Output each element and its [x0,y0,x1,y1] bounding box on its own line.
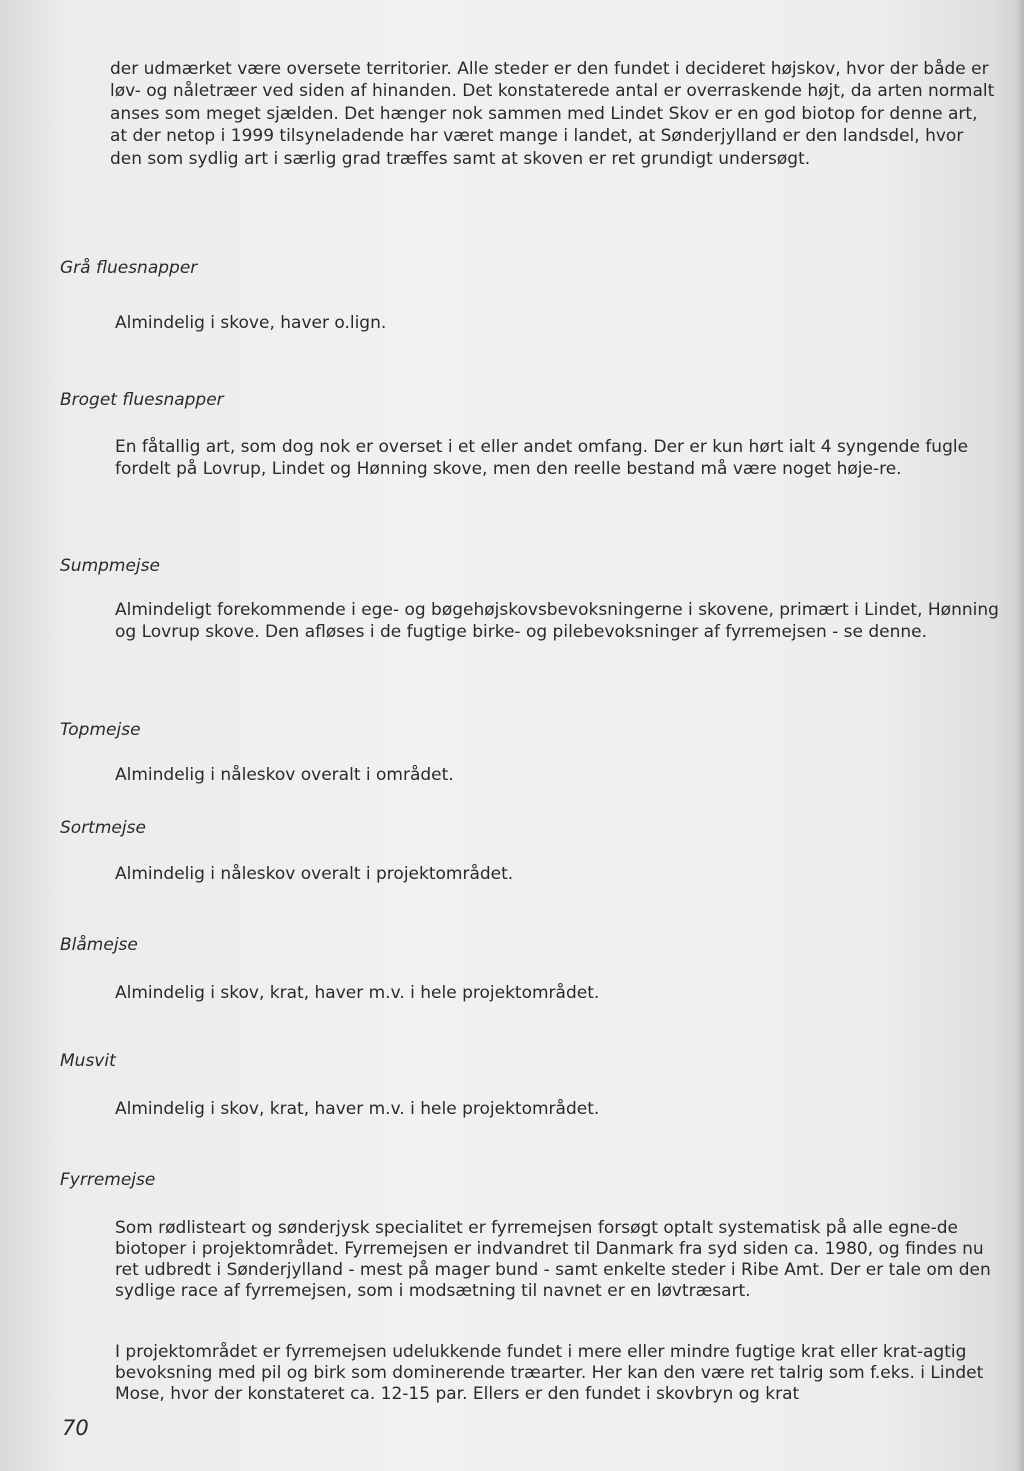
species-heading-blaamejse: Blåmejse [60,935,138,955]
species-text-fyrremejse-2: I projektområdet er fyrremejsen udelukkende fundet i mere eller mindre fugtige krat eller krat-agtig bevoksning med pil og birk som dominerende træarter. Her kan den være ret talrig som f.eks. i Lindet Mose, hvor der konstateret ca. 12-15 par. Ellers er den fundet i skovbryn og krat [115,1342,984,1404]
species-text-topmejse: Almindelig i nåleskov overalt i området. [115,765,454,785]
species-text-sortmejse: Almindelig i nåleskov overalt i projektområdet. [115,864,514,884]
species-text-graa-fluesnapper: Almindelig i skove, haver o.lign. [115,313,387,333]
species-heading-graa-fluesnapper: Grå fluesnapper [60,258,198,278]
intro-paragraph: der udmærket være oversete territorier. Alle steder er den fundet i decideret højskov, hvor der både er løv- og nåletræer ved siden af hinanden. Det konstaterede antal er overraskende højt, da arten normalt anses som meget sjælden. Det hænger nok sammen med Lindet Skov er en god biotop for denne art, at der netop i 1999 tilsyneladende har været mange i landet, at Sønderjylland er den landsdel, hvor den som sydlig art i særlig grad træffes samt at skoven er ret grundigt undersøgt. [110,59,995,169]
species-text-sumpmejse: Almindeligt forekommende i ege- og bøgehøjskovsbevoksningerne i skovene, primært i Lindet, Hønning og Lovrup skove. Den afløses i de fugtige birke- og pilebevoksninger af fyrremejsen - se denne. [115,600,999,642]
species-text-musvit: Almindelig i skov, krat, haver m.v. i hele projektområdet. [115,1099,600,1119]
species-heading-topmejse: Topmejse [60,720,141,740]
page-edge-shadow [1016,0,1024,1471]
page-number: 70 [62,1416,89,1440]
species-heading-musvit: Musvit [60,1051,116,1071]
species-text-broget-fluesnapper: En fåtallig art, som dog nok er overset i et eller andet omfang. Der er kun hørt ialt 4 syngende fugle fordelt på Lovrup, Lindet og Hønning skove, men den reelle bestand må være noget høje-re. [115,437,969,479]
species-text-fyrremejse: Som rødlisteart og sønderjysk specialitet er fyrremejsen forsøgt optalt systematisk på alle egne-de biotoper i projektområdet. Fyrremejsen er indvandret til Danmark fra syd siden ca. 1980, og findes nu ret udbredt i Sønderjylland - mest på mager bund - samt enkelte steder i Ribe Amt. Der er tale om den sydlige race af fyrremejsen, som i modsætning til navnet er en løvtræsart. [115,1218,991,1301]
species-heading-fyrremejse: Fyrremejse [60,1170,156,1190]
species-heading-sumpmejse: Sumpmejse [60,556,160,576]
species-heading-sortmejse: Sortmejse [60,818,146,838]
species-text-blaamejse: Almindelig i skov, krat, haver m.v. i hele projektområdet. [115,983,600,1003]
species-heading-broget-fluesnapper: Broget fluesnapper [60,390,224,410]
